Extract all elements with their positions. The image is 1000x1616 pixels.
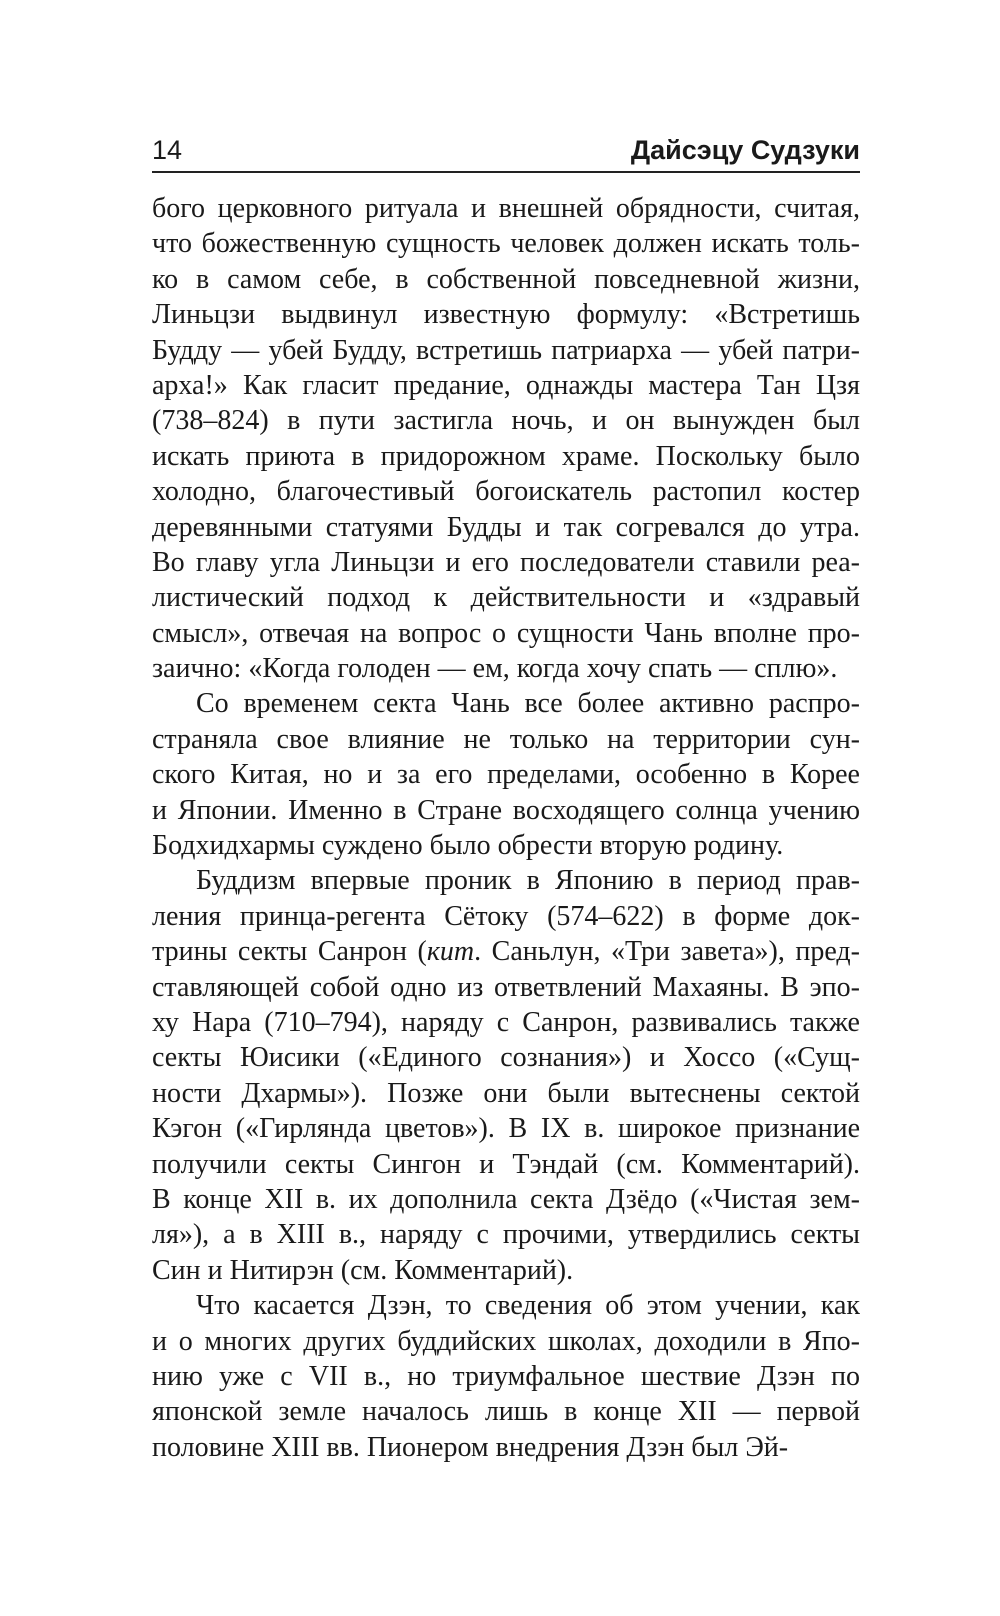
text-line: Син и Нитирэн (см. Комментарий).: [152, 1254, 574, 1286]
text-line: деревянными статуями Будды и так согревался до утра.: [152, 511, 860, 543]
text-line: ского Китая, но и за его пределами, особенно в Корее: [152, 759, 860, 791]
paragraph: [152, 863, 860, 1288]
text-line: листический подход к действительности и «здравый: [152, 582, 860, 614]
text-line: Будду — убей Будду, встретишь патриарха — убей патри-: [152, 334, 860, 366]
text-line: ности Дхармы»). Позже они были вытеснены сектой: [152, 1077, 860, 1109]
text-line: ху Нара (710–794), наряду с Санрон, развивались также: [152, 1006, 860, 1038]
text-line: арха!» Как гласит предание, однажды мастера Тан Цзя: [152, 369, 860, 401]
text-line: трины секты Санрон (кит. Саньлун, «Три завета»), пред-: [152, 936, 860, 968]
text-line: ко в самом себе, в собственной повседневной жизни,: [152, 263, 860, 295]
text-line: (738–824) в пути застигла ночь, и он вынужден был: [152, 405, 860, 437]
running-title: Дайсэцу Судзуки: [630, 135, 860, 165]
abbreviation-chinese: кит: [426, 936, 475, 968]
text-line: заично: «Когда голоден — ем, когда хочу спать — сплю».: [152, 653, 838, 685]
text-line: ставляющей собой одно из ответвлений Махаяны. В эпо-: [152, 971, 860, 1003]
page-number: 14: [152, 135, 183, 165]
text-line: искать приюта в придорожном храме. Поскольку было: [152, 440, 860, 472]
text-line: половине XIII вв. Пионером внедрения Дзэн был Эй-: [152, 1431, 789, 1463]
text-line: Кэгон («Гирлянда цветов»). В IX в. широкое признание: [152, 1113, 860, 1145]
text-line: Что касается Дзэн, то сведения об этом учении, как: [196, 1290, 860, 1322]
book-page: [152, 0, 860, 1616]
text-line: и о многих других буддийских школах, доходили в Япо-: [152, 1325, 860, 1357]
paragraph: [152, 686, 860, 863]
text-line: бого церковного ритуала и внешней обрядности, считая,: [152, 193, 860, 224]
text-line: что божественную сущность человек должен искать толь-: [152, 228, 860, 260]
running-header: [152, 135, 860, 173]
text-line: Во главу угла Линьцзи и его последователи ставили реа-: [152, 546, 860, 578]
paragraph: [152, 191, 860, 686]
text-line: Буддизм впервые проник в Японию в период прав-: [196, 865, 860, 897]
text-line: секты Юисики («Единого сознания») и Хоссо («Сущ-: [152, 1042, 860, 1074]
text-line: смысл», отвечая на вопрос о сущности Чань вполне про-: [152, 617, 860, 649]
text-line: холодно, благочестивый богоискатель растопил костер: [152, 476, 860, 508]
text-line: Со временем секта Чань все более активно распро-: [196, 688, 860, 720]
text-line: нию уже с VII в., но триумфальное шествие Дзэн по: [152, 1360, 860, 1392]
text-line: ля»), а в XIII в., наряду с прочими, утвердились секты: [152, 1219, 860, 1251]
text-line: Линьцзи выдвинул известную формулу: «Встретишь: [152, 299, 860, 331]
text-line: и Японии. Именно в Стране восходящего солнца учению: [152, 794, 860, 826]
body-text: [152, 191, 860, 1465]
text-line: японской земле началось лишь в конце XII — первой: [152, 1396, 860, 1428]
text-line: получили секты Сингон и Тэндай (см. Комментарий).: [152, 1148, 860, 1180]
text-line: В конце XII в. их дополнила секта Дзёдо («Чистая зем-: [152, 1183, 860, 1215]
text-line: ления принца-регента Сётоку (574–622) в форме док-: [152, 900, 860, 932]
paragraph: [152, 1288, 860, 1465]
text-line: страняла свое влияние не только на территории сун-: [152, 723, 860, 755]
text-line: Бодхидхармы суждено было обрести вторую родину.: [152, 830, 784, 862]
